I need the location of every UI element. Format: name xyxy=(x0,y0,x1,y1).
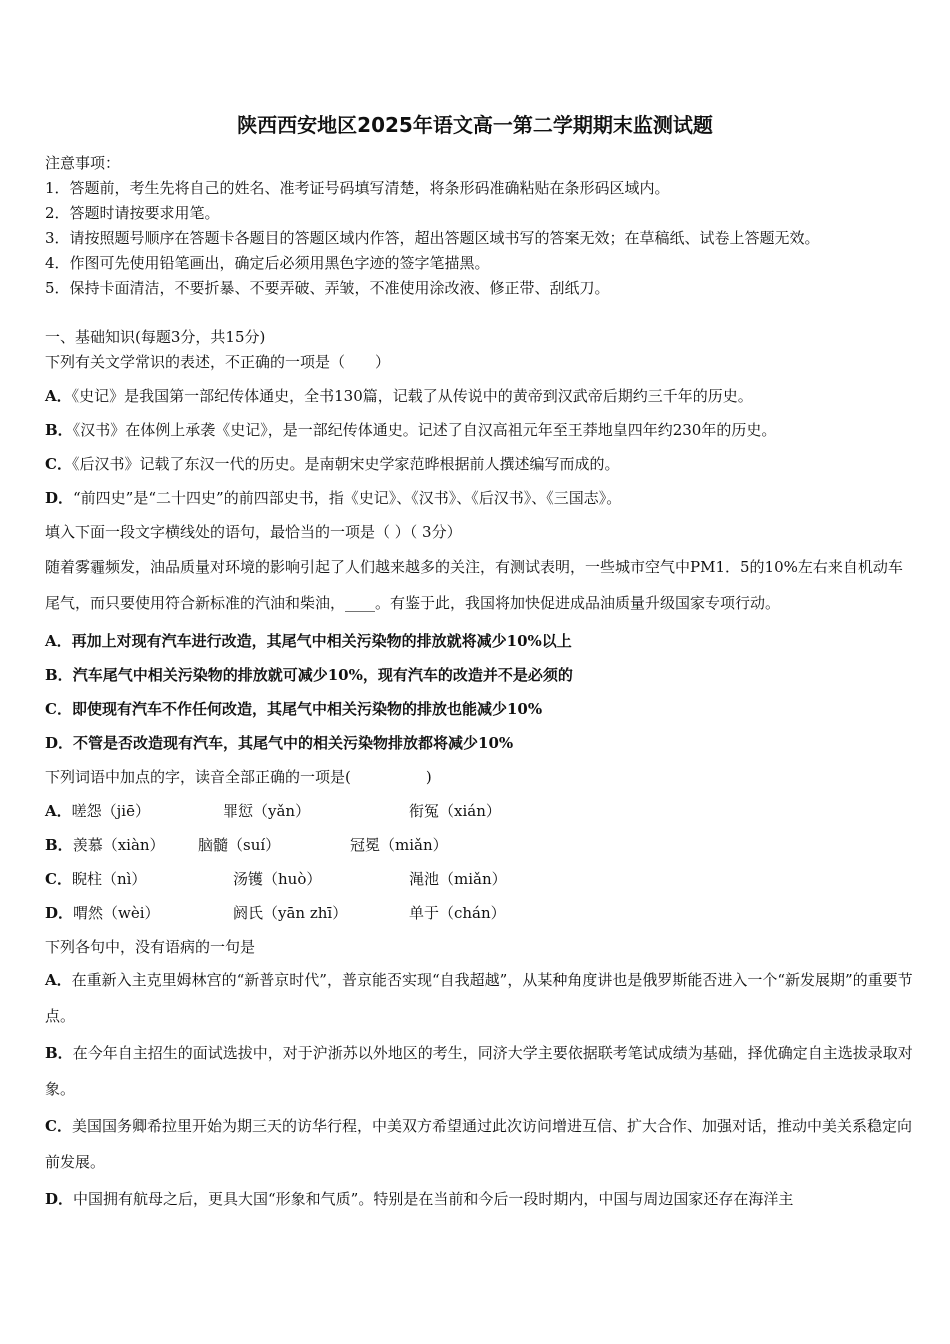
word: 渑池（miǎn） xyxy=(409,870,507,888)
question-1-option-d xyxy=(45,487,915,512)
question-3-option-c xyxy=(45,868,915,893)
question-1-stem: 下列有关文学常识的表述，不正确的一项是（ ） xyxy=(45,353,391,371)
question-4-option-c xyxy=(45,1108,915,1180)
question-4-stem: 下列各句中，没有语病的一句是 xyxy=(45,938,256,956)
option-label: B． xyxy=(45,1044,73,1062)
option-text: 即使现有汽车不作任何改造，其尾气中相关污染物的排放也能减少10% xyxy=(71,700,543,718)
word: 冠冕（miǎn） xyxy=(350,836,448,854)
word: 嗟怨（jiē） xyxy=(71,802,150,820)
question-4-option-d xyxy=(45,1181,915,1217)
word: 喟然（wèi） xyxy=(73,904,160,922)
option-label: B． xyxy=(45,421,73,439)
word: 衔冤（xián） xyxy=(409,802,501,820)
notes-block xyxy=(45,152,915,302)
section-heading: 一、基础知识(每题3分，共15分) xyxy=(45,328,266,346)
question-1-option-b xyxy=(45,419,915,444)
option-text: 《后汉书》记载了东汉一代的历史。是南朝宋史学家范晔根据前人撰述编写而成的。 xyxy=(71,455,620,473)
option-label: A． xyxy=(45,387,72,405)
option-label: D． xyxy=(45,734,74,752)
option-text: 在重新入主克里姆林宫的“新普京时代”，普京能否实现“自我超越”，从某种角度讲也是俄罗斯能否进入一个“新发展期”的重要节点。 xyxy=(45,971,913,1025)
question-2-option-d xyxy=(45,732,915,757)
option-label: D． xyxy=(45,904,74,922)
question-4-option-a xyxy=(45,962,915,1034)
note-item: 3．请按照题号顺序在答题卡各题目的答题区域内作答，超出答题区域书写的答案无效；在草稿纸、试卷上答题无效。 xyxy=(45,229,820,247)
word: 罪愆（yǎn） xyxy=(223,802,311,820)
word: 睨柱（nì） xyxy=(71,870,147,888)
question-3-option-d xyxy=(45,902,915,927)
word: 羡慕（xiàn） xyxy=(72,836,165,854)
note-item: 4．作图可先使用铅笔画出，确定后必须用黑色字迹的签字笔描黑。 xyxy=(45,254,490,272)
option-label: C． xyxy=(45,455,72,473)
option-text: 再加上对现有汽车进行改造，其尾气中相关污染物的排放就将减少10%以上 xyxy=(71,632,572,650)
option-text: 《史记》是我国第一部纪传体通史，全书130篇，记载了从传说中的黄帝到汉武帝后期约三千年的历史。 xyxy=(71,387,753,405)
option-label: D． xyxy=(45,1190,74,1208)
word: 阏氏（yān zhī） xyxy=(233,904,348,922)
question-3-option-a xyxy=(45,800,915,825)
question-4-option-b xyxy=(45,1035,915,1107)
question-1-option-c xyxy=(45,453,915,478)
question-2-stem: 填入下面一段文字横线处的语句，最恰当的一项是（ ）（ 3分） xyxy=(45,523,462,541)
option-label: C． xyxy=(45,700,72,718)
question-3-stem: 下列词语中加点的字，读音全部正确的一项是( ) xyxy=(45,768,432,786)
word: 汤镬（huò） xyxy=(233,870,322,888)
question-3-option-b xyxy=(45,834,915,859)
option-text: 汽车尾气中相关污染物的排放就可减少10%，现有汽车的改造并不是必须的 xyxy=(72,666,573,684)
option-text: 在今年自主招生的面试选拔中，对于沪浙苏以外地区的考生，同济大学主要依据联考笔试成绩为基础，择优确定自主选拔录取对象。 xyxy=(45,1044,913,1098)
option-text: 中国拥有航母之后，更具大国“形象和气质”。特别是在当前和今后一段时期内，中国与周边国家还存在海洋主 xyxy=(73,1190,794,1208)
section-basic-knowledge xyxy=(45,326,915,1217)
word: 脑髓（suí） xyxy=(198,836,281,854)
option-text: 不管是否改造现有汽车，其尾气中的相关污染物排放都将减少10% xyxy=(73,734,514,752)
question-2-option-b xyxy=(45,664,915,689)
note-item: 1．答题前，考生先将自己的姓名、准考证号码填写清楚，将条形码准确粘贴在条形码区域内。 xyxy=(45,179,670,197)
option-label: D． xyxy=(45,489,74,507)
note-item: 2．答题时请按要求用笔。 xyxy=(45,204,220,222)
page-title: 陕西西安地区2025年语文高一第二学期期末监测试题 xyxy=(237,113,713,137)
option-text: 美国国务卿希拉里开始为期三天的访华行程，中美双方希望通过此次访问增进互信、扩大合作、加强对话，推动中美关系稳定向前发展。 xyxy=(45,1117,912,1171)
option-label: C． xyxy=(45,1117,72,1135)
note-item: 5．保持卡面清洁，不要折暴、不要弄破、弄皱，不准使用涂改液、修正带、刮纸刀。 xyxy=(45,279,610,297)
option-label: A． xyxy=(45,802,72,820)
question-2-option-a xyxy=(45,630,915,655)
option-text: “前四史”是“二十四史”的前四部史书，指《史记》、《汉书》、《后汉书》、《三国志》。 xyxy=(73,489,622,507)
option-text: 《汉书》在体例上承袭《史记》，是一部纪传体通史。记述了自汉高祖元年至王莽地皇四年约230年的历史。 xyxy=(72,421,777,439)
word: 单于（chán） xyxy=(409,904,506,922)
option-label: A． xyxy=(45,971,72,989)
question-2-option-c xyxy=(45,698,915,723)
option-label: B． xyxy=(45,836,73,854)
option-label: B． xyxy=(45,666,73,684)
option-label: A． xyxy=(45,632,72,650)
option-label: C． xyxy=(45,870,72,888)
question-2-passage: 随着雾霾频发，油品质量对环境的影响引起了人们越来越多的关注，有测试表明，一些城市空气中PM1．5的10%左右来自机动车尾气，而只要使用符合新标准的汽油和柴油，____。有鉴于此，我国将加快促进成品油质量升级国家专项行动。 xyxy=(45,558,903,612)
notes-heading: 注意事项： xyxy=(45,154,121,172)
question-1-option-a xyxy=(45,385,915,410)
